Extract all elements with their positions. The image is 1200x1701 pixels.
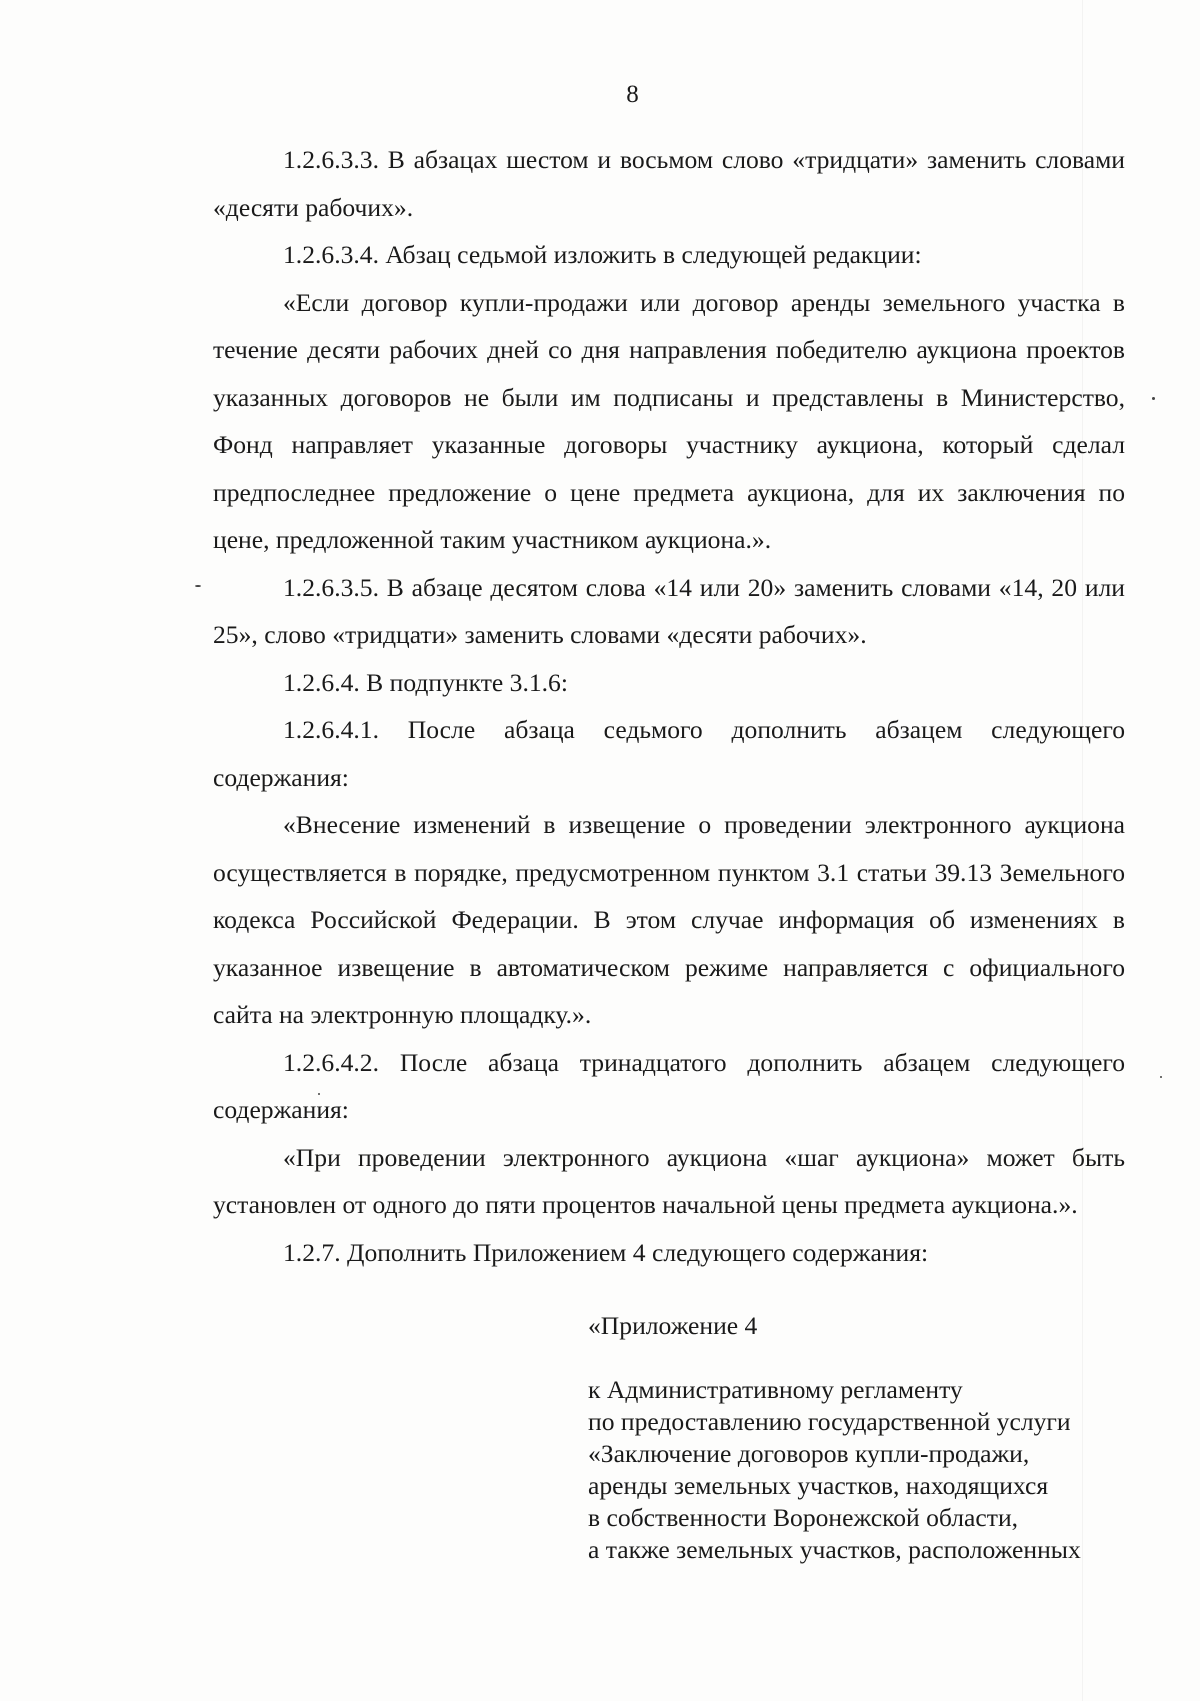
paragraph: «Внесение изменений в извещение о проведении электронного аукциона осуществляется в порядке, предусмотренном пунктом 3.1 статьи 39.13 Земельного кодекса Российской Федерации. В этом случае информация об изменениях в указанное извещение в автоматическом режиме направляется с официального сайта на электронную площадку.». bbox=[213, 810, 1125, 1029]
paragraph: 1.2.7. Дополнить Приложением 4 следующего содержания: bbox=[283, 1237, 929, 1267]
annex-title: «Приложение 4 bbox=[588, 1311, 758, 1340]
annex-line: а также земельных участков, расположенных bbox=[588, 1535, 1081, 1564]
scan-speck bbox=[195, 585, 201, 587]
annex-header bbox=[588, 1374, 1148, 1566]
paragraph: 1.2.6.4. В подпункте 3.1.6: bbox=[283, 667, 568, 697]
scan-speck bbox=[1152, 397, 1155, 400]
annex-line: к Административному регламенту bbox=[588, 1375, 963, 1404]
paragraph: «Если договор купли-продажи или договор аренды земельного участка в течение десяти рабочих дней со дня направления победителю аукциона проектов указанных договоров не были им подписаны и представлены в Министерство, Фонд направляет указанные договоры участнику аукциона, который сделал предпоследнее предложение о цене предмета аукциона, для их заключения по цене, предложенной таким участником аукциона.». bbox=[213, 287, 1125, 554]
paragraph: «При проведении электронного аукциона «шаг аукциона» может быть установлен от одного до пяти процентов начальной цены предмета аукциона.». bbox=[213, 1142, 1125, 1219]
annex-line: «Заключение договоров купли-продажи, bbox=[588, 1439, 1030, 1468]
annex-line: по предоставлению государственной услуги bbox=[588, 1407, 1071, 1436]
paragraph: 1.2.6.4.2. После абзаца тринадцатого дополнить абзацем следующего содержания: bbox=[213, 1047, 1125, 1124]
scan-speck bbox=[1160, 1076, 1162, 1078]
paragraph: 1.2.6.4.1. После абзаца седьмого дополнить абзацем следующего содержания: bbox=[213, 715, 1125, 792]
page-number: 8 bbox=[626, 81, 639, 108]
paragraph: 1.2.6.3.5. В абзаце десятом слова «14 или 20» заменить словами «14, 20 или 25», слово «тридцати» заменить словами «десяти рабочих». bbox=[213, 572, 1125, 649]
paragraph: 1.2.6.3.3. В абзацах шестом и восьмом слово «тридцати» заменить словами «десяти рабочих». bbox=[213, 145, 1125, 222]
annex-line: в собственности Воронежской области, bbox=[588, 1503, 1019, 1532]
paragraph: 1.2.6.3.4. Абзац седьмой изложить в следующей редакции: bbox=[283, 240, 922, 269]
document-body bbox=[213, 136, 1125, 1276]
annex-line: аренды земельных участков, находящихся bbox=[588, 1471, 1049, 1500]
